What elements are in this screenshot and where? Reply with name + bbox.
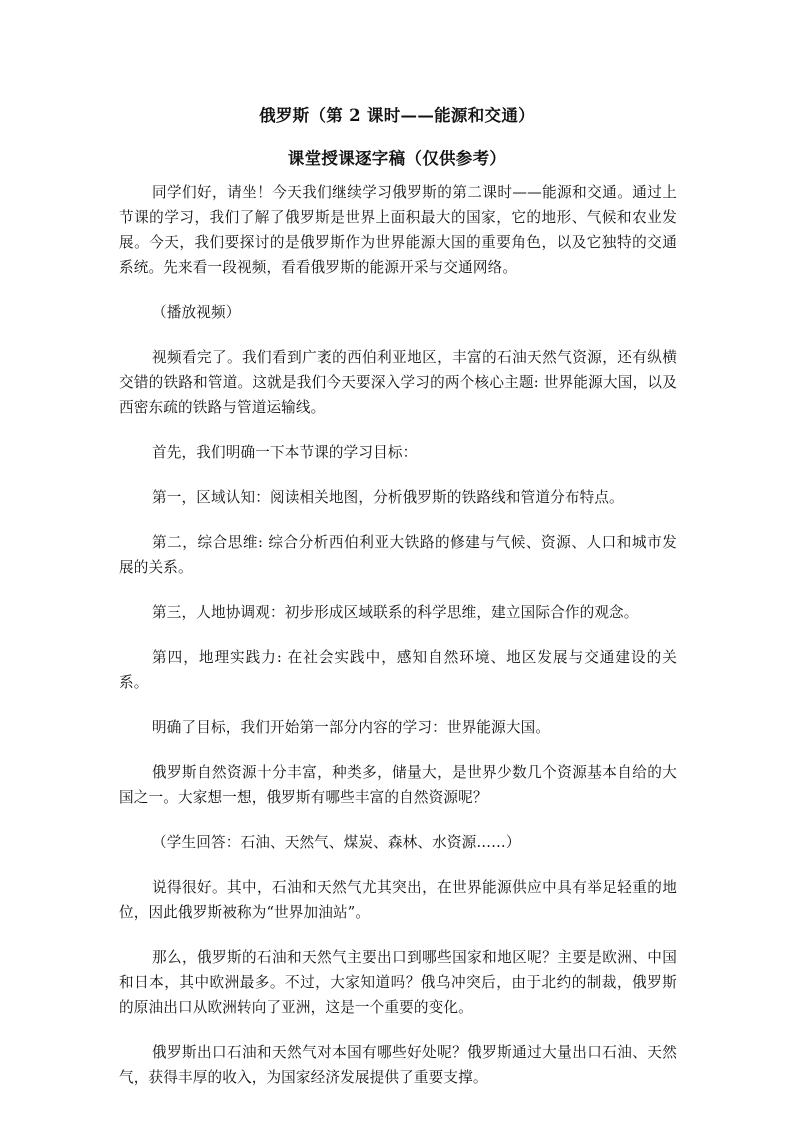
document-title: 俄罗斯（第 2 课时——能源和交通）	[259, 106, 535, 125]
paragraph-student-answer: （学生回答：石油、天然气、煤炭、森林、水资源……）	[152, 834, 521, 851]
paragraph-objective-4: 第四，地理实践力: 在社会实践中，感知自然环境、地区发展与交通建设的关系。	[119, 649, 677, 691]
paragraph-objective-3: 第三，人地协调观：初步形成区域联系的科学思维，建立国际合作的观念。	[152, 604, 639, 621]
paragraph-resources-question: 俄罗斯自然资源十分丰富，种类多，储量大，是世界少数几个资源基本自给的大国之一。大家想一想，俄罗斯有哪些丰富的自然资源呢？	[119, 764, 677, 806]
paragraph-intro: 同学们好，请坐！今天我们继续学习俄罗斯的第二课时——能源和交通。通过上节课的学习，我们了解了俄罗斯是世界上面积最大的国家，它的地形、气候和农业发展。今天，我们要探讨的是俄罗斯作为世界能源大国的重要角色，以及它独特的交通系统。先来看一段视频，看看俄罗斯的能源开采与交通网络。	[119, 184, 677, 276]
paragraph-export-destinations: 那么，俄罗斯的石油和天然气主要出口到哪些国家和地区呢？主要是欧洲、中国和日本，其中欧洲最多。不过，大家知道吗？俄乌冲突后，由于北约的制裁，俄罗斯的原油出口从欧洲转向了亚洲，这是一个重要的变化。	[119, 949, 677, 1016]
paragraph-oil-gas: 说得很好。其中，石油和天然气尤其突出，在世界能源供应中具有举足轻重的地位，因此俄罗斯被称为“世界加油站”。	[119, 879, 677, 921]
document-subtitle: 课堂授课逐字稿（仅供参考）	[287, 149, 507, 168]
paragraph-video-summary: 视频看完了。我们看到广袤的西伯利亚地区，丰富的石油天然气资源，还有纵横交错的铁路和管道。这就是我们今天要深入学习的两个核心主题: 世界能源大国，以及西密东疏的铁路与管道运输线。	[119, 349, 677, 416]
paragraph-part-one-start: 明确了目标，我们开始第一部分内容的学习：世界能源大国。	[152, 719, 551, 736]
paragraph-objectives-intro: 首先，我们明确一下本节课的学习目标：	[152, 444, 418, 461]
document-body	[119, 180, 677, 1110]
paragraph-play-video: （播放视频）	[152, 304, 241, 321]
paragraph-objective-1: 第一，区域认知：阅读相关地图，分析俄罗斯的铁路线和管道分布特点。	[152, 489, 624, 506]
paragraph-objective-2: 第二，综合思维: 综合分析西伯利亚大铁路的修建与气候、资源、人口和城市发展的关系。	[119, 534, 677, 576]
paragraph-export-benefits: 俄罗斯出口石油和天然气对本国有哪些好处呢？俄罗斯通过大量出口石油、天然气，获得丰厚的收入，为国家经济发展提供了重要支撑。	[119, 1044, 677, 1086]
